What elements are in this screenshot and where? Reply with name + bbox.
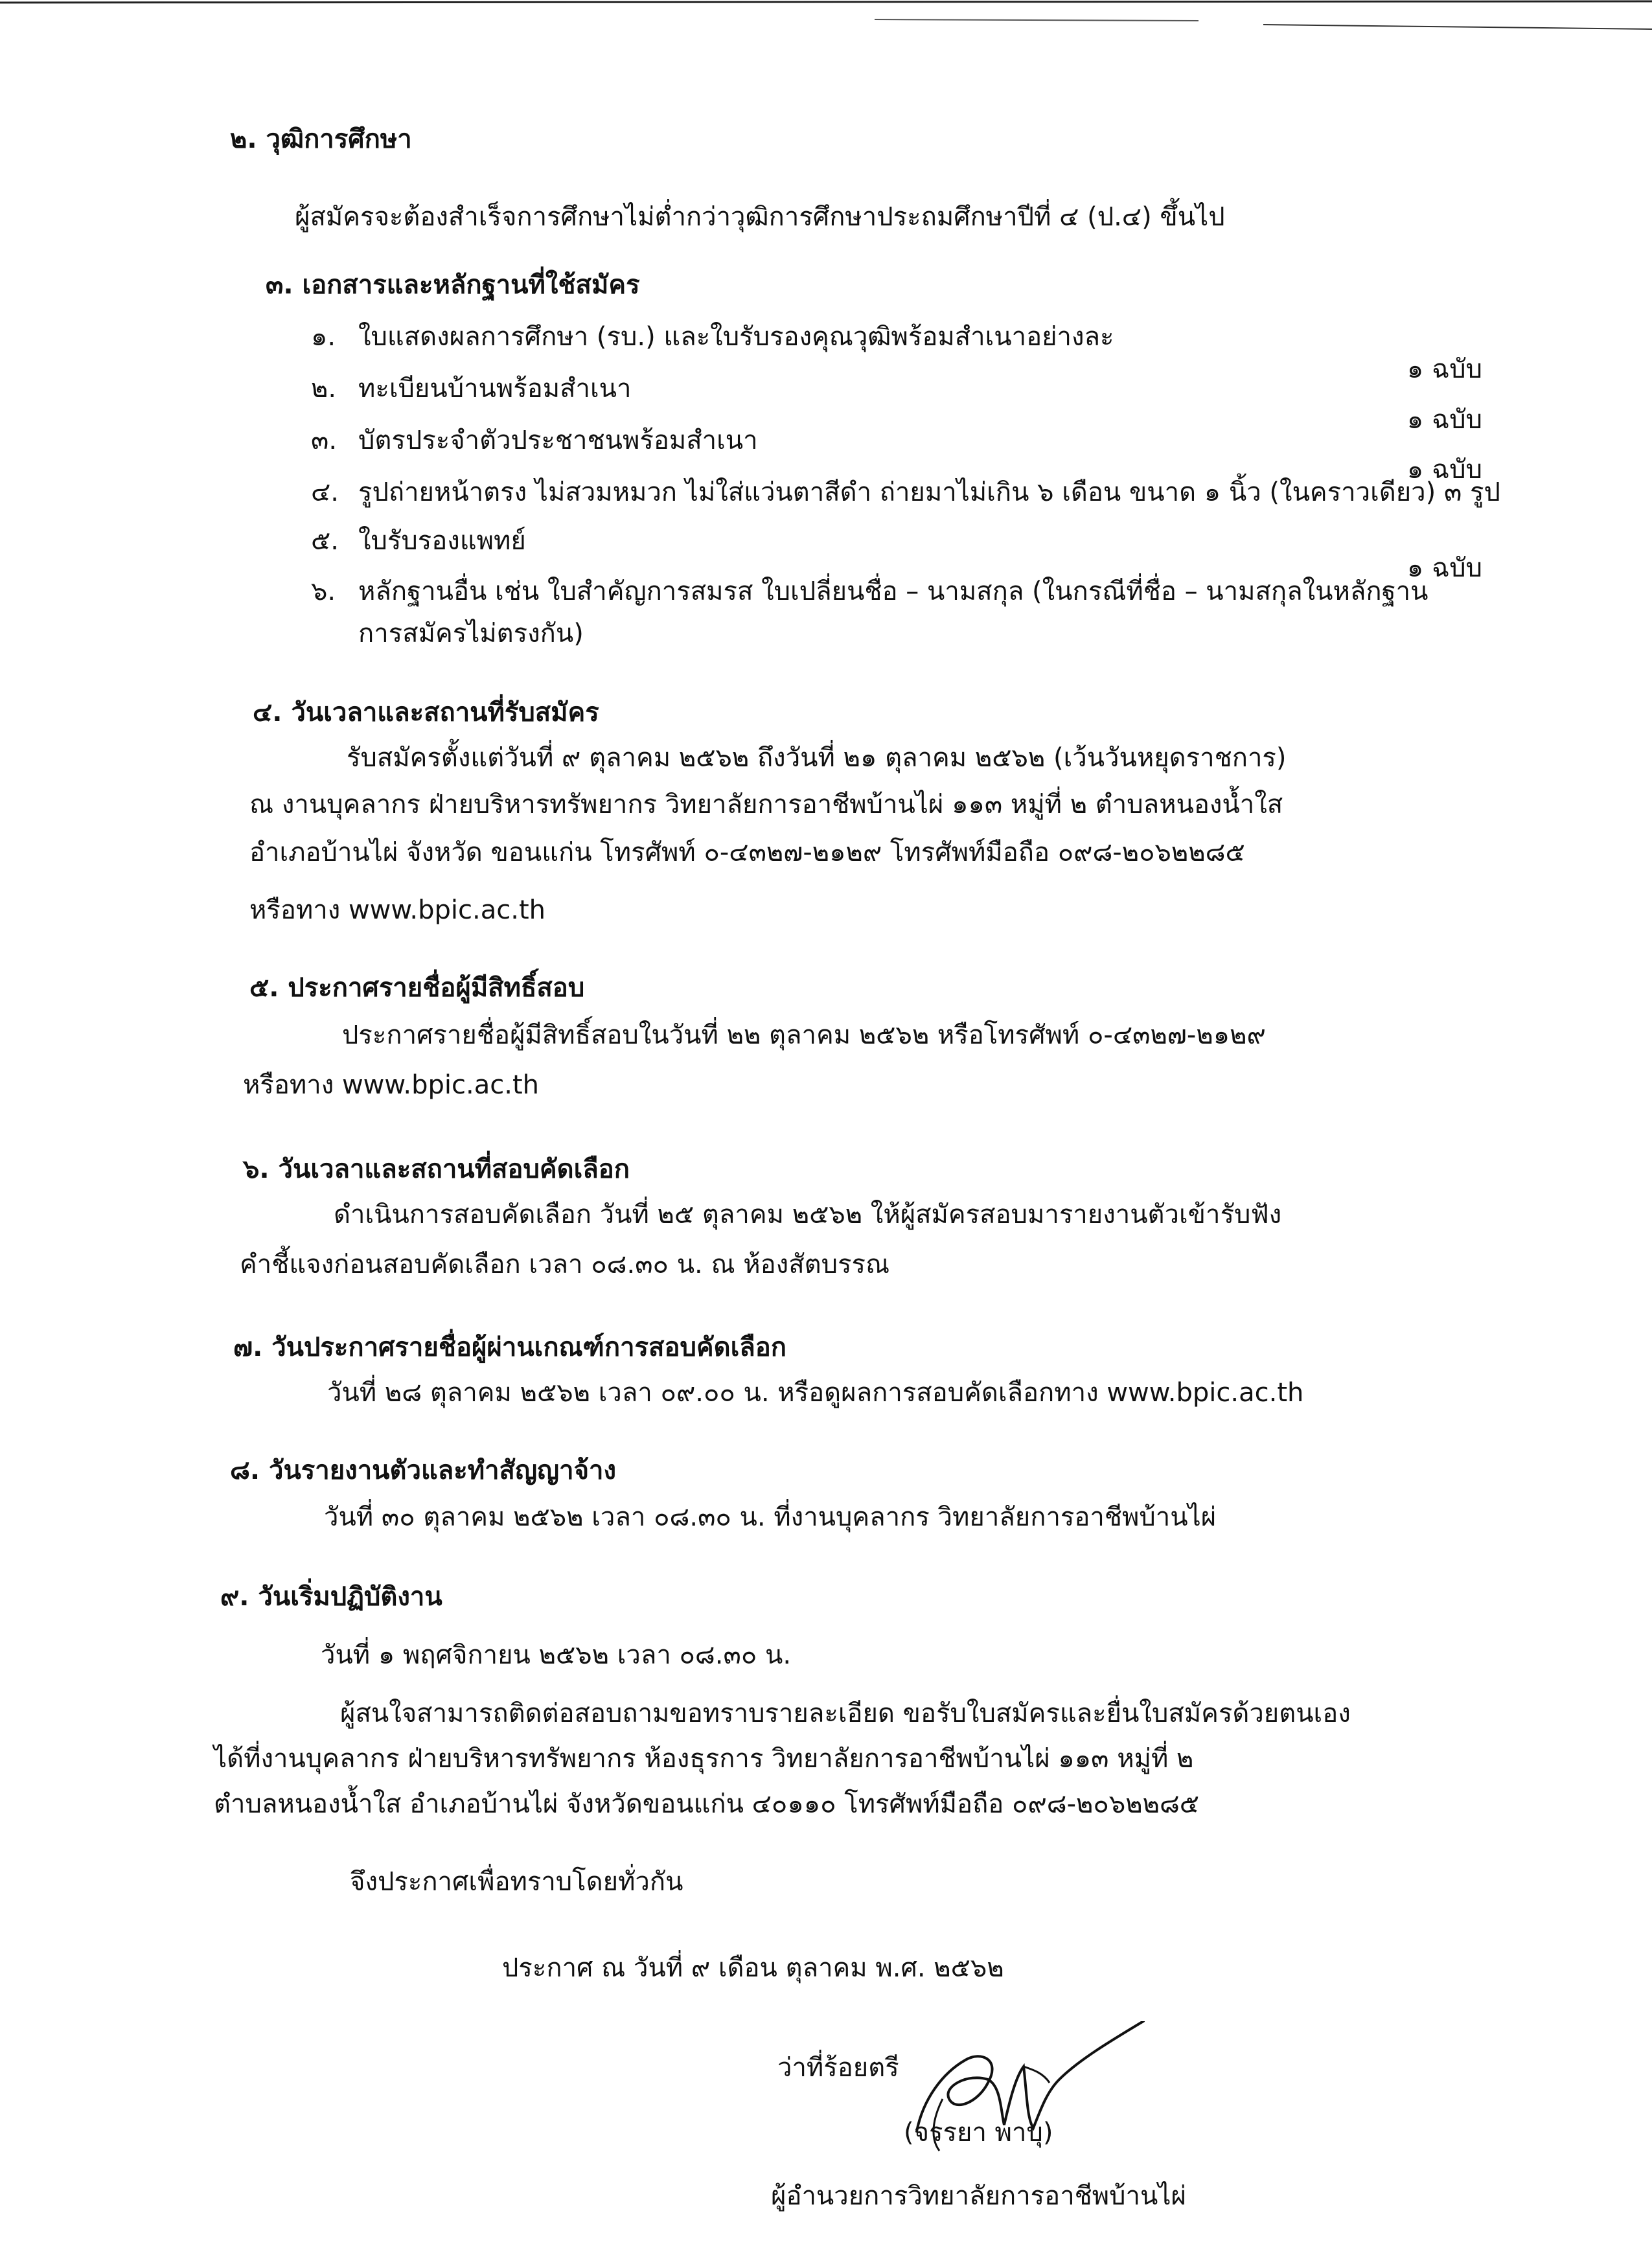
doc-item-6-text-continued: การสมัครไม่ตรงกัน) (358, 619, 584, 648)
doc-item-2-number: ๒. (311, 374, 337, 404)
section-2-body: ผู้สมัครจะต้องสำเร็จการศึกษาไม่ต่ำกว่าวุฒิการศึกษาประถมศึกษาปีที่ ๔ (ป.๔) ขึ้นไป (295, 202, 1225, 232)
doc-item-1-copies: ๑ ฉบับ (1406, 354, 1482, 384)
section-5-heading: ๕. ประกาศรายชื่อผู้มีสิทธิ์สอบ (249, 973, 585, 1003)
doc-item-1-number: ๑. (311, 322, 336, 352)
doc-item-3-number: ๓. (311, 426, 338, 455)
doc-item-4-text: รูปถ่ายหน้าตรง ไม่สวมหมวก ไม่ใส่แว่นตาสีดำ ถ่ายมาไม่เกิน ๖ เดือน ขนาด ๑ นิ้ว (ในคราวเดียว) ๓ รูป (358, 477, 1500, 507)
section-7-body: วันที่ ๒๘ ตุลาคม ๒๕๖๒ เวลา ๐๙.๐๐ น. หรือดูผลการสอบคัดเลือกทาง www.bpic.ac.th (327, 1378, 1304, 1408)
doc-item-6-number: ๖. (311, 577, 336, 606)
signatory-title: ผู้อำนวยการวิทยาลัยการอาชีพบ้านไผ่ (771, 2181, 1186, 2211)
doc-item-5-number: ๕. (311, 526, 339, 556)
doc-item-2-copies: ๑ ฉบับ (1406, 405, 1482, 435)
doc-item-3-text: บัตรประจำตัวประชาชนพร้อมสำเนา (358, 426, 758, 455)
announcement-date: ประกาศ ณ วันที่ ๙ เดือน ตุลาคม พ.ศ. ๒๕๖๒ (502, 1953, 1004, 1983)
section-6-line-2: คำชี้แจงก่อนสอบคัดเลือก เวลา ๐๘.๓๐ น. ณ ห้องสัตบรรณ (240, 1250, 890, 1279)
doc-item-5-copies: ๑ ฉบับ (1406, 553, 1482, 583)
section-4-line-1: รับสมัครตั้งแต่วันที่ ๙ ตุลาคม ๒๕๖๒ ถึงวันที่ ๒๑ ตุลาคม ๒๕๖๒ (เว้นวันหยุดราชการ) (347, 743, 1287, 773)
section-4-heading: ๔. วันเวลาและสถานที่รับสมัคร (253, 698, 599, 727)
doc-item-6-text: หลักฐานอื่น เช่น ใบสำคัญการสมรส ใบเปลี่ยนชื่อ – นามสกุล (ในกรณีที่ชื่อ – นามสกุลในหลักฐาน (358, 577, 1428, 606)
section-9-heading: ๙. วันเริ่มปฏิบัติงาน (220, 1582, 442, 1612)
signatory-rank: ว่าที่ร้อยตรี (777, 2053, 899, 2083)
section-6-line-1: ดำเนินการสอบคัดเลือก วันที่ ๒๕ ตุลาคม ๒๕๖๒ ให้ผู้สมัครสอบมารายงานตัวเข้ารับฟัง (334, 1200, 1282, 1230)
section-9-body: วันที่ ๑ พฤศจิกายน ๒๕๖๒ เวลา ๐๘.๓๐ น. (321, 1640, 792, 1670)
doc-item-2-text: ทะเบียนบ้านพร้อมสำเนา (358, 374, 632, 404)
contact-line-1: ผู้สนใจสามารถติดต่อสอบถามขอทราบรายละเอียด ขอรับใบสมัครและยื่นใบสมัครด้วยตนเอง (340, 1699, 1351, 1728)
section-8-body: วันที่ ๓๐ ตุลาคม ๒๕๖๒ เวลา ๐๘.๓๐ น. ที่งานบุคลากร วิทยาลัยการอาชีพบ้านไผ่ (324, 1502, 1217, 1532)
section-5-line-2: หรือทาง www.bpic.ac.th (243, 1070, 539, 1100)
doc-item-3-copies: ๑ ฉบับ (1406, 455, 1482, 485)
section-7-heading: ๗. วันประกาศรายชื่อผู้ผ่านเกณฑ์การสอบคัดเลือก (233, 1333, 787, 1362)
section-8-heading: ๘. วันรายงานตัวและทำสัญญาจ้าง (230, 1456, 617, 1485)
signatory-name: (จรรยา พาบุ) (904, 2118, 1053, 2148)
doc-item-4-number: ๔. (311, 477, 339, 507)
handwritten-signature (904, 2021, 1150, 2170)
section-4-line-4: หรือทาง www.bpic.ac.th (249, 895, 545, 925)
scan-edge-marks (0, 0, 1652, 39)
section-4-line-2: ณ งานบุคลากร ฝ่ายบริหารทรัพยากร วิทยาลัยการอาชีพบ้านไผ่ ๑๑๓ หมู่ที่ ๒ ตำบลหนองน้ำใส (249, 790, 1283, 819)
contact-line-3: ตำบลหนองน้ำใส อำเภอบ้านไผ่ จังหวัดขอนแก่น ๔๐๑๑๐ โทรศัพท์มือถือ ๐๙๘-๒๐๖๒๒๘๕ (214, 1789, 1200, 1819)
section-5-line-1: ประกาศรายชื่อผู้มีสิทธิ์สอบในวันที่ ๒๒ ตุลาคม ๒๕๖๒ หรือโทรศัพท์ ๐-๔๓๒๗-๒๑๒๙ (342, 1020, 1266, 1050)
section-2-heading: ๒. วุฒิการศึกษา (230, 124, 412, 154)
contact-line-2: ได้ที่งานบุคลากร ฝ่ายบริหารทรัพยากร ห้องธุรการ วิทยาลัยการอาชีพบ้านไผ่ ๑๑๓ หมู่ที่ ๒ (214, 1744, 1194, 1774)
section-4-line-3: อำเภอบ้านไผ่ จังหวัด ขอนแก่น โทรศัพท์ ๐-๔๓๒๗-๒๑๒๙ โทรศัพท์มือถือ ๐๙๘-๒๐๖๒๒๘๕ (249, 838, 1245, 867)
doc-item-5-text: ใบรับรองแพทย์ (358, 526, 526, 556)
section-6-heading: ๖. วันเวลาและสถานที่สอบคัดเลือก (243, 1154, 630, 1184)
doc-item-1-text: ใบแสดงผลการศึกษา (รบ.) และใบรับรองคุณวุฒิพร้อมสำเนาอย่างละ (358, 322, 1114, 352)
section-3-heading: ๓. เอกสารและหลักฐานที่ใช้สมัคร (266, 270, 640, 300)
closing-statement: จึงประกาศเพื่อทราบโดยทั่วกัน (350, 1867, 683, 1897)
